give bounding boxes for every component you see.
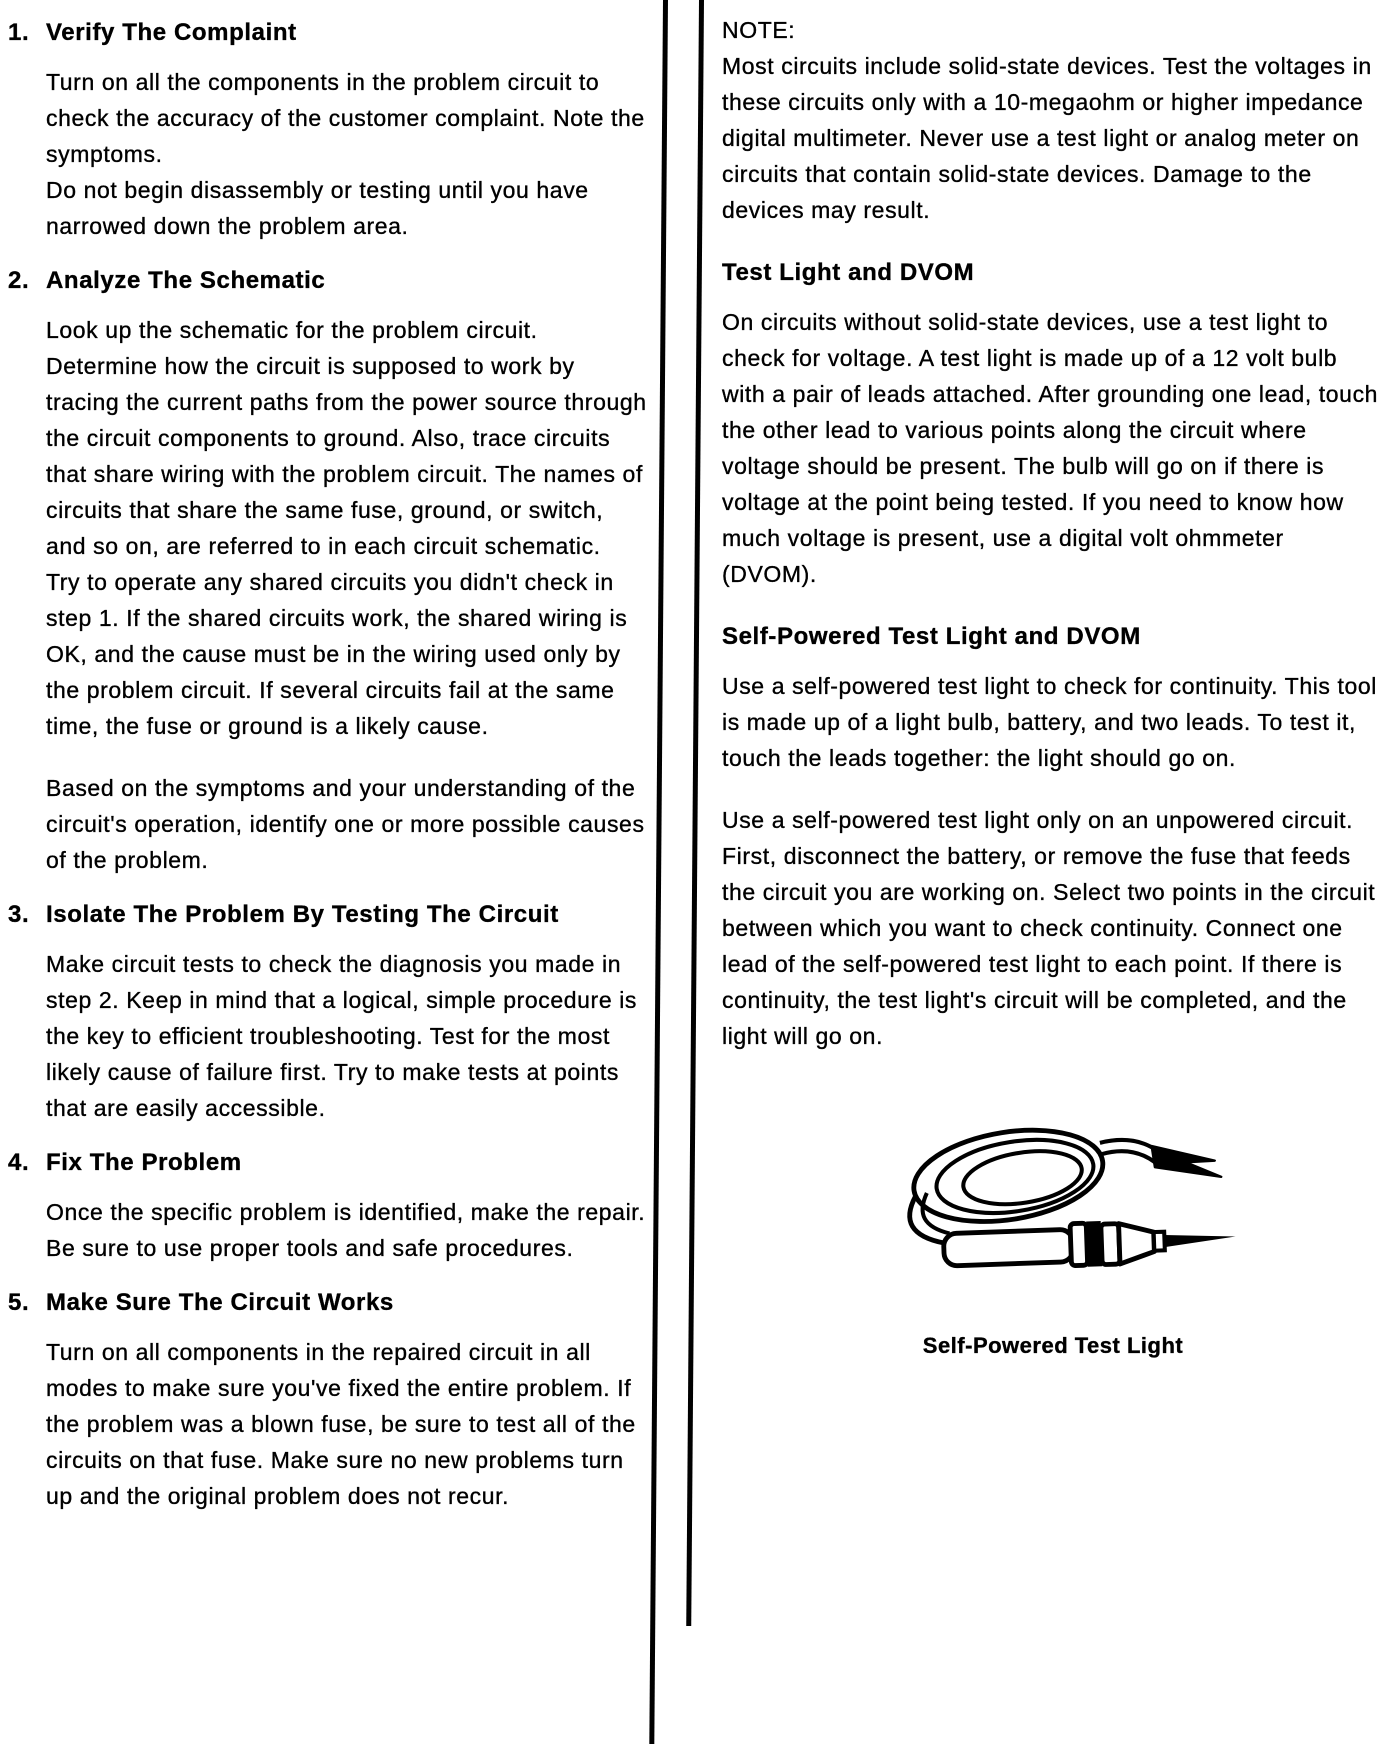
step-number: 5. [8, 1289, 30, 1316]
paragraph: Make circuit tests to check the diagnosis you made in step 2. Keep in mind that a logical, simple procedure is the key to efficient troubleshooting. Test for the most likely cause of failure first. Try to make tests at points that are easily accessible. [46, 951, 638, 1121]
paragraph-group [46, 1334, 650, 1514]
paragraph: On circuits without solid-state devices, use a test light to check for voltage. A test light is made up of a 12 volt bulb with a pair of leads attached. After grounding one lead, touch the other lead to various points along the circuit where voltage should be present. The bulb will go on if there is voltage at the point being tested. If you need to know how much voltage is present, use a digital volt ohmmeter (DVOM). [722, 309, 1379, 587]
paragraph: Once the specific problem is identified, make the repair. Be sure to use proper tools and safe procedures. [46, 1199, 646, 1261]
paragraph: Do not begin disassembly or testing until you have narrowed down the problem area. [46, 177, 589, 239]
step-1-heading [8, 14, 650, 52]
note-label: NOTE: [722, 17, 796, 43]
step-4 [8, 1144, 650, 1266]
step-title: Make Sure The Circuit Works [46, 1289, 394, 1316]
note-text: Most circuits include solid-state devices. Test the voltages in these circuits only with a 10-megaohm or higher impedance digital multimeter. Never use a test light or analog meter on circuits that contain solid-state devices. Damage to the devices may result. [722, 53, 1372, 223]
step-3 [8, 896, 650, 1126]
paragraph-group [46, 770, 650, 878]
paragraph-group [46, 64, 650, 244]
self-powered-test-light-illustration [867, 1112, 1239, 1274]
step-5-body [46, 1334, 650, 1514]
right-column [722, 12, 1384, 1364]
figure [722, 1112, 1384, 1364]
paragraph: Based on the symptoms and your understanding of the circuit's operation, identify one or more possible causes of the problem. [46, 775, 645, 873]
paragraph: Use a self-powered test light to check for continuity. This tool is made up of a light bulb, battery, and two leads. To test it, touch the leads together: the light should go on. [722, 673, 1378, 771]
step-5 [8, 1284, 650, 1514]
section-title: Test Light and DVOM [722, 259, 975, 286]
step-2-heading [8, 262, 650, 300]
step-1 [8, 14, 650, 244]
step-title: Analyze The Schematic [46, 267, 326, 294]
note-block [722, 12, 1384, 228]
step-5-heading [8, 1284, 650, 1322]
paragraph: Use a self-powered test light only on an unpowered circuit. First, disconnect the battery, or remove the fuse that feeds the circuit you are working on. Select two points in the circuit between which you want to check continuity. Connect one lead of the self-powered test light to each point. If there is continuity, the test light's circuit will be completed, and the light will go on. [722, 807, 1376, 1049]
paragraph: Try to operate any shared circuits you didn't check in step 1. If the shared circuits work, the shared wiring is OK, and the cause must be in the wiring used only by the problem circuit. If several circuits fail at the same time, the fuse or ground is a likely cause. [46, 569, 628, 739]
step-1-body [46, 64, 650, 244]
section-title: Self-Powered Test Light and DVOM [722, 623, 1141, 650]
paragraph: Turn on all the components in the problem circuit to check the accuracy of the customer complaint. Note the symptoms. [46, 69, 645, 167]
step-title: Isolate The Problem By Testing The Circuit [46, 901, 559, 928]
paragraph-group [46, 946, 650, 1126]
step-title: Verify The Complaint [46, 19, 297, 46]
step-3-heading [8, 896, 650, 934]
step-4-body [46, 1194, 650, 1266]
step-4-heading [8, 1144, 650, 1182]
section-test-light-and-dvom [722, 254, 1384, 592]
step-2 [8, 262, 650, 878]
step-3-body [46, 946, 650, 1126]
step-number: 3. [8, 901, 30, 928]
step-number: 1. [8, 19, 30, 46]
paragraph: Look up the schematic for the problem circuit. Determine how the circuit is supposed to work by tracing the current paths from the power source through the circuit components to ground. Also, trace circuits that share wiring with the problem circuit. The names of circuits that share the same fuse, ground, or switch, and so on, are referred to in each circuit schematic. [46, 317, 647, 559]
left-column [8, 14, 650, 1532]
step-title: Fix The Problem [46, 1149, 242, 1176]
figure-caption: Self-Powered Test Light [922, 1333, 1184, 1358]
section-self-powered-test-light-and-dvom [722, 618, 1384, 1054]
paragraph-group [46, 312, 650, 744]
paragraph: Turn on all components in the repaired circuit in all modes to make sure you've fixed the entire problem. If the problem was a blown fuse, be sure to test all of the circuits on that fuse. Make sure no new problems turn up and the original problem does not recur. [46, 1339, 636, 1509]
step-number: 2. [8, 267, 30, 294]
step-number: 4. [8, 1149, 30, 1176]
column-divider-rule-left [649, 0, 668, 1744]
column-divider-rule-right [686, 0, 704, 1626]
paragraph-group [46, 1194, 650, 1266]
step-2-body [46, 312, 650, 878]
